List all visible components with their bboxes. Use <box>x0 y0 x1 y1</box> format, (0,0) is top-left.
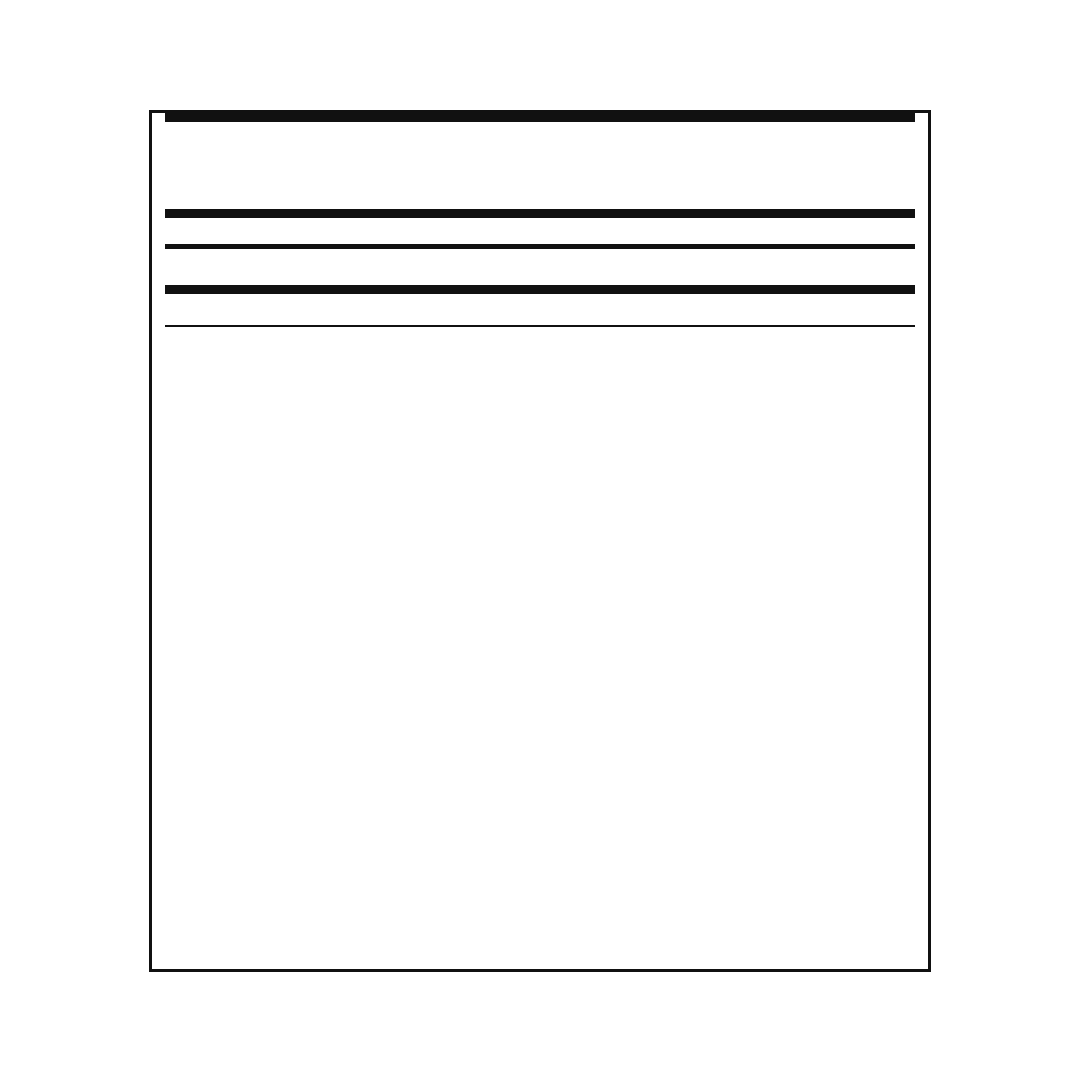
panel-content <box>165 113 915 969</box>
supplement-facts-panel <box>149 110 931 972</box>
row-divider <box>165 325 915 327</box>
thick-divider <box>165 285 915 294</box>
medium-divider <box>165 244 915 249</box>
zinc-row <box>165 251 915 284</box>
table-header <box>165 218 915 244</box>
thick-divider <box>165 209 915 218</box>
section-male-support <box>165 294 915 327</box>
thick-divider <box>165 113 915 122</box>
